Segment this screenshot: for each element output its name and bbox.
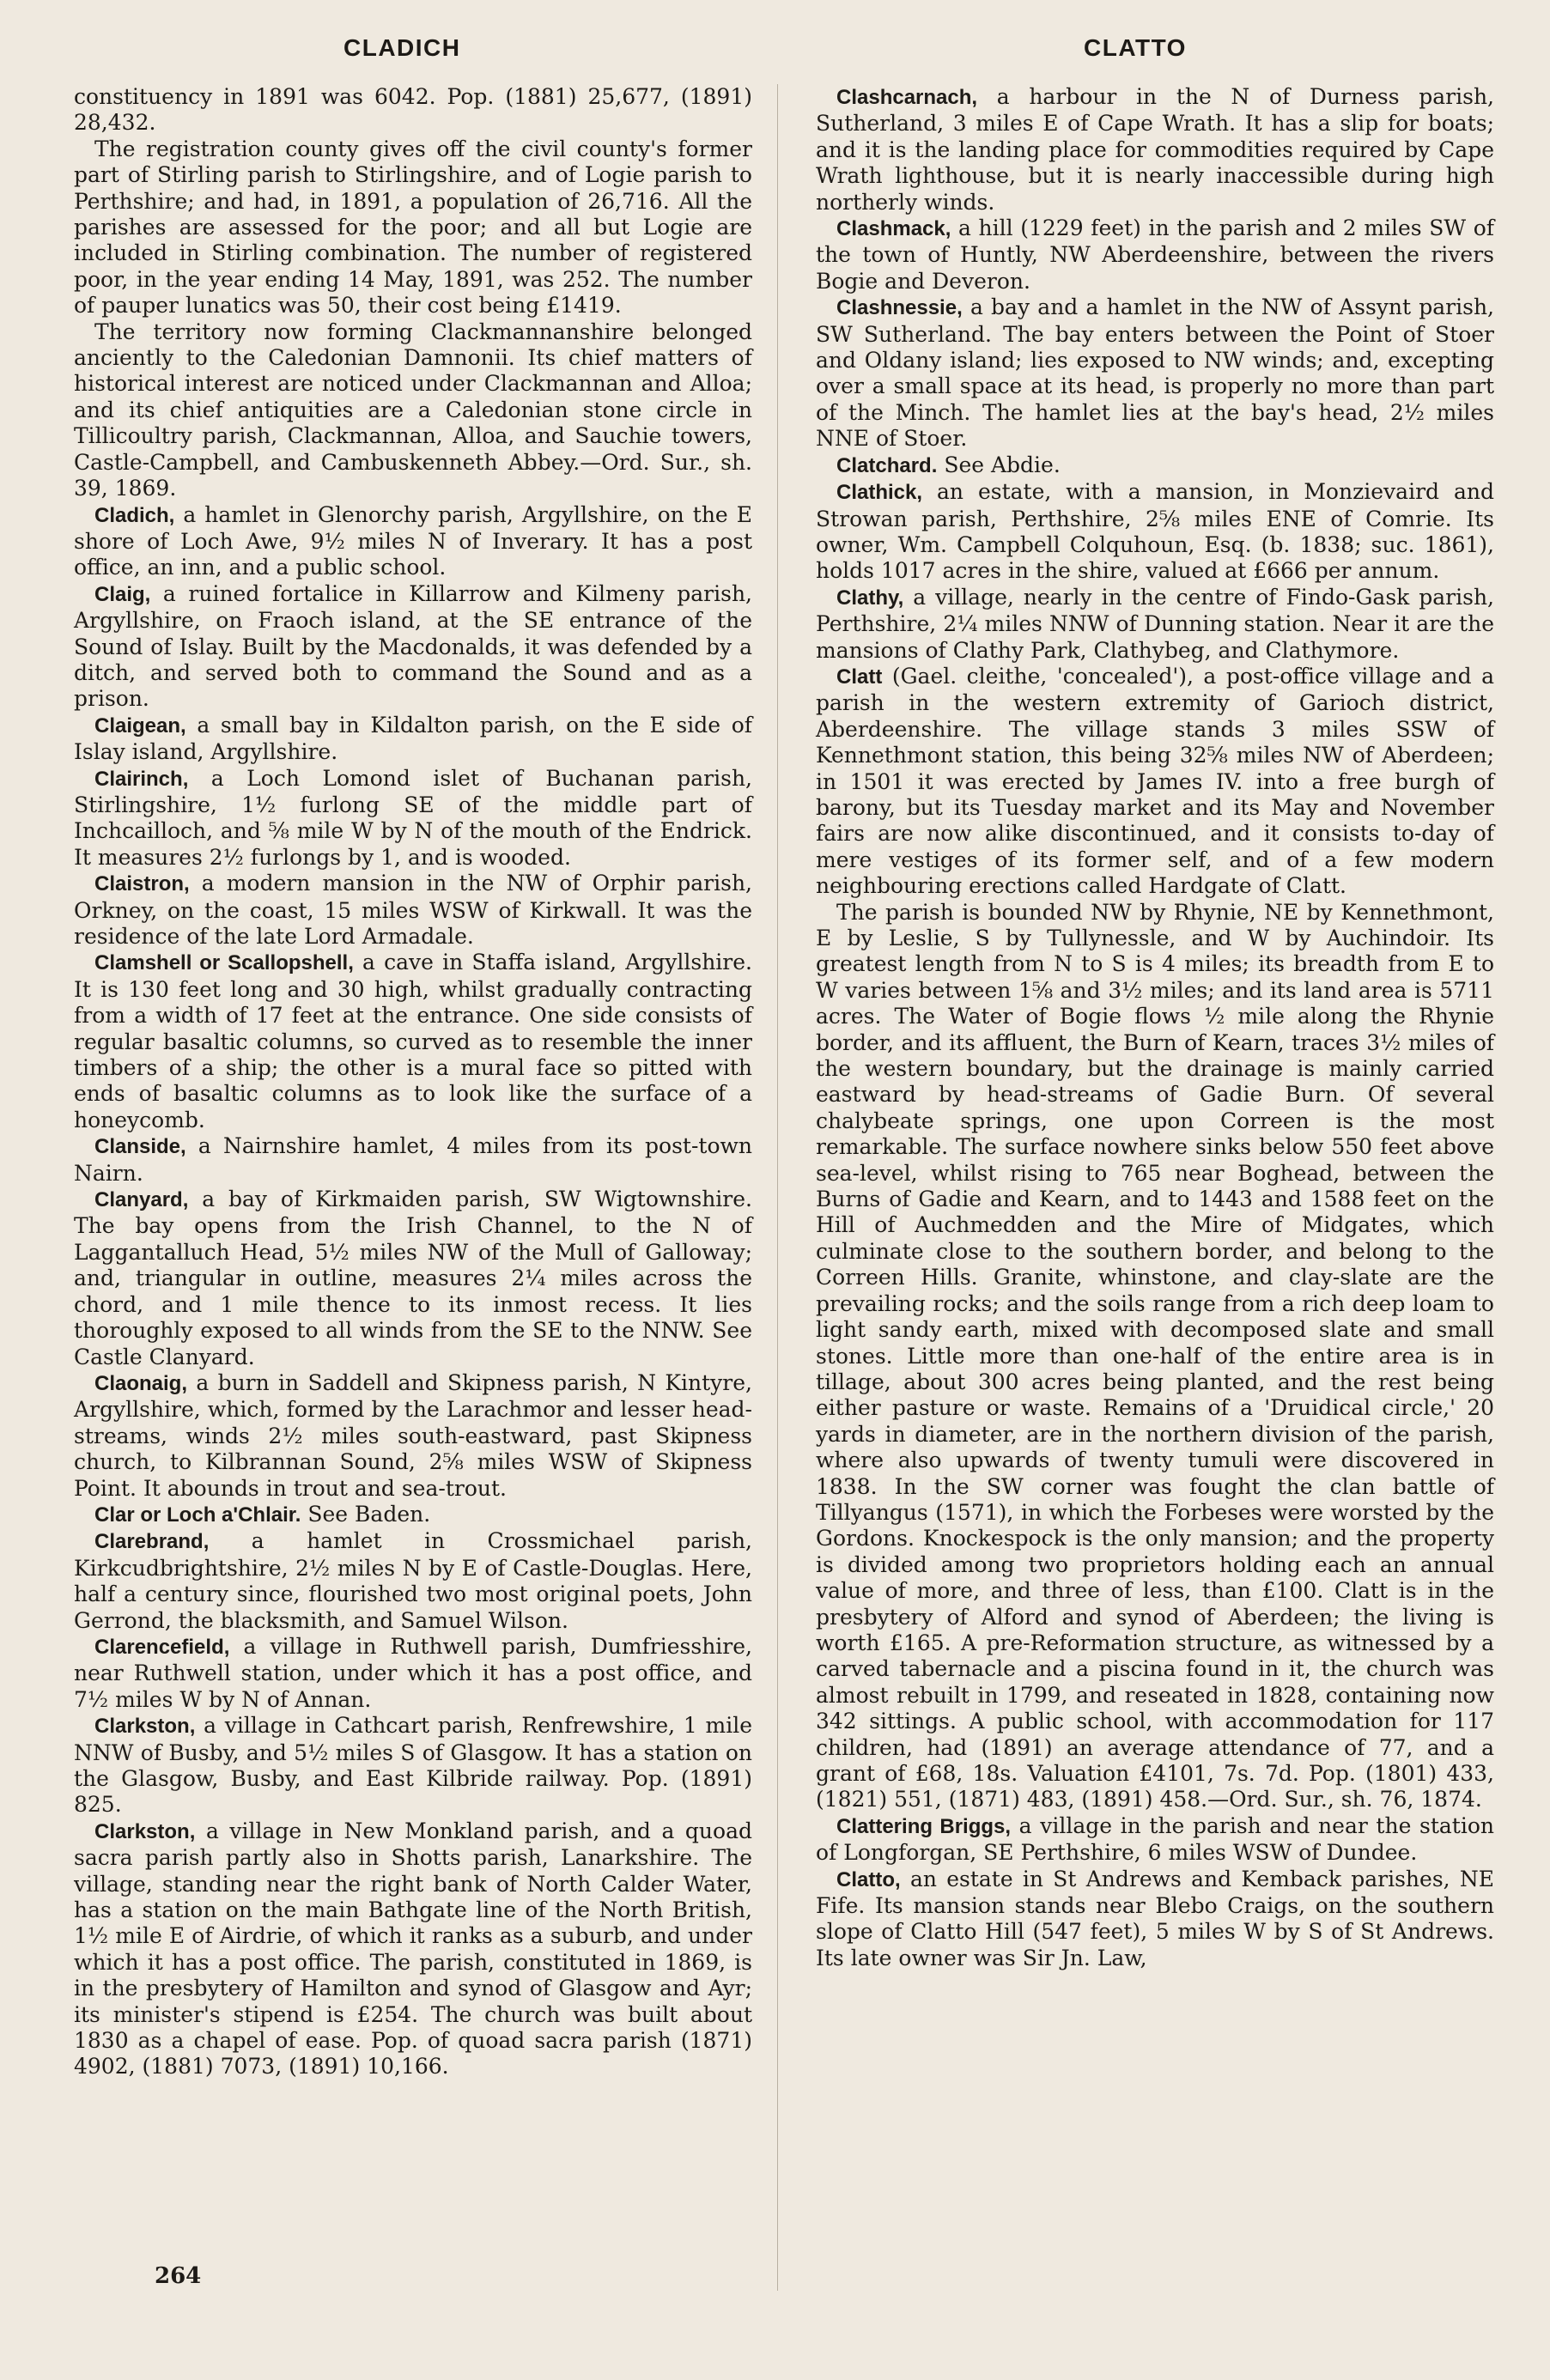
gazetteer-entry bbox=[816, 585, 1494, 664]
entry-headword: Clashnessie, bbox=[836, 296, 963, 320]
entry-headword: Clanside, bbox=[94, 1135, 186, 1159]
entry-headword: Clatt bbox=[836, 665, 883, 689]
entry-headword: Clatto, bbox=[836, 1867, 901, 1891]
gazetteer-entry bbox=[816, 1813, 1494, 1867]
entry-text: an estate, with a mansion, in Monzievaird and Strowan parish, Perthshire, 2⅝ miles ENE of Comrie. Its owner, Wm. Campbell Colquhoun, Esq. (b. 1838; suc. 1861), holds 1017 acres in the shire, valued at £666 per annum. bbox=[816, 479, 1494, 584]
gazetteer-entry bbox=[74, 1370, 752, 1502]
entry-text: (Gael. cleithe, 'concealed'), a post-office village and a parish in the western extremity of Garioch district, Aberdeenshire. The village stands 3 miles SSW of Kennethmont station, this being 32⅝ miles NW of Aberdeen; in 1501 it was erected by James IV. into a free burgh of barony, but its Tuesday market and its May and November fairs are now alike discontinued, and it consists to-day of mere vestiges of its former self, and of a few modern neighbouring erections called Hardgate of Clatt. bbox=[816, 663, 1494, 899]
entry-text: a Loch Lomond islet of Buchanan parish, Stirlingshire, 1½ furlong SE of the middle part of Inchcailloch, and ⅝ mile W by N of the mouth of the Endrick. It measures 2½ furlongs by 1, and is wooded. bbox=[74, 765, 752, 870]
entry-headword: Clatchard. bbox=[836, 453, 938, 477]
right-column bbox=[816, 84, 1494, 1971]
entry-headword: Clarkston, bbox=[94, 1819, 196, 1843]
entry-headword: Clarebrand, bbox=[94, 1530, 210, 1554]
entry-headword: Clashmack, bbox=[836, 217, 951, 241]
page-number: 264 bbox=[155, 2263, 202, 2289]
gazetteer-entry bbox=[74, 1502, 752, 1528]
entry-text: See Abdie. bbox=[937, 452, 1061, 477]
entry-text: a hill (1229 feet) in the parish and 2 miles SW of the town of Huntly, NW Aberdeenshire, between the rivers Bogie and Deveron. bbox=[816, 216, 1494, 294]
entry-headword: Clashcarnach, bbox=[836, 86, 978, 109]
entry-headword: Claonaig, bbox=[94, 1371, 188, 1395]
entry-text: a modern mansion in the NW of Orphir parish, Orkney, on the coast, 15 miles WSW of Kirkwall. It was the residence of the late Lord Armadale. bbox=[74, 871, 752, 949]
entry-text: a hamlet in Crossmichael parish, Kirkcudbrightshire, 2½ miles N by E of Castle-Douglas. Here, half a century since, flourished two most original poets, John Gerrond, the blacksmith, and Samuel Wilson. bbox=[74, 1528, 752, 1633]
gazetteer-entry bbox=[74, 1187, 752, 1370]
entry-headword: Clathy, bbox=[836, 586, 904, 610]
entry-headword: Clarkston, bbox=[94, 1715, 196, 1739]
gazetteer-entry bbox=[74, 1133, 752, 1187]
entry-headword: Clattering Briggs, bbox=[836, 1814, 1012, 1838]
gazetteer-entry bbox=[74, 713, 752, 766]
gazetteer-entry bbox=[74, 871, 752, 950]
entry-text: a Nairnshire hamlet, 4 miles from its post-town Nairn. bbox=[74, 1133, 752, 1186]
entry-headword: Clanyard, bbox=[94, 1188, 189, 1212]
column-divider bbox=[777, 84, 778, 2291]
gazetteer-entry bbox=[816, 294, 1494, 452]
left-column bbox=[74, 84, 752, 2080]
entry-text: a village in the parish and near the station of Longforgan, SE Perthshire, 6 miles WSW of Dundee. bbox=[816, 1812, 1494, 1866]
entry-headword: Clamshell or Scallopshell, bbox=[94, 951, 354, 975]
gazetteer-entry bbox=[816, 84, 1494, 216]
gazetteer-entry bbox=[816, 479, 1494, 585]
entry-headword: Clairinch, bbox=[94, 767, 189, 791]
entry-text: a small bay in Kildalton parish, on the E side of Islay island, Argyllshire. bbox=[74, 712, 752, 765]
entry-text: a village in Cathcart parish, Renfrewshire, 1 mile NNW of Busby, and 5½ miles S of Glasgow. It has a station on the Glasgow, Busby, and East Kilbride railway. Pop. (1891) 825. bbox=[74, 1713, 752, 1818]
entry-headword: Clarencefield, bbox=[94, 1635, 230, 1659]
gazetteer-entry bbox=[74, 950, 752, 1133]
paragraph: The registration county gives off the civil county's former part of Stirling parish to Stirlingshire, and of Logie parish to Perthshire; and had, in 1891, a population of 26,716. All the parishes are assessed for the poor; and all but Logie are included in Stirling combination. The number of registered poor, in the year ending 14 May, 1891, was 252. The number of pauper lunatics was 50, their cost being £1419. bbox=[74, 136, 752, 319]
running-head-right: CLATTO bbox=[1084, 34, 1187, 61]
entry-text: a cave in Staffa island, Argyllshire. It is 130 feet long and 30 high, whilst gradually contracting from a width of 17 feet at the entrance. One side consists of regular basaltic columns, so curved as to resemble the inner timbers of a ship; the other is a mural face so pitted with ends of basaltic columns as to look like the surface of a honeycomb. bbox=[74, 950, 752, 1132]
entry-headword: Claistron, bbox=[94, 872, 190, 896]
entry-headword: Clar or Loch a'Chlair. bbox=[94, 1503, 301, 1527]
entry-headword: Claigean, bbox=[94, 713, 186, 738]
entry-text: a harbour in the N of Durness parish, Sutherland, 3 miles E of Cape Wrath. It has a slip for boats; and it is the landing place for commodities required by Cape Wrath lighthouse, but it is nearly inaccessible during high northerly winds. bbox=[816, 84, 1494, 215]
gazetteer-entry bbox=[74, 1818, 752, 2080]
entry-text: See Baden. bbox=[301, 1501, 431, 1527]
gazetteer-entry bbox=[74, 502, 752, 581]
gazetteer-entry bbox=[74, 581, 752, 713]
gazetteer-entry bbox=[74, 766, 752, 871]
entry-text: a village in Ruthwell parish, Dumfriesshire, near Ruthwell station, under which it has a post office, and 7½ miles W by N of Annan. bbox=[74, 1633, 752, 1712]
gazetteer-entry bbox=[74, 1634, 752, 1713]
entry-text: a hamlet in Glenorchy parish, Argyllshire, on the E shore of Loch Awe, 9½ miles N of Inverary. It has a post office, an inn, and a public school. bbox=[74, 501, 752, 580]
paragraph: The parish is bounded NW by Rhynie, NE by Kennethmont, E by Leslie, S by Tullynessle, and W by Auchindoir. Its greatest length from N to S is 4 miles; its breadth from E to W varies between 1⅝ and 3½ miles; and its land area is 5711 acres. The Water of Bogie flows ½ mile along the Rhynie border, and its affluent, the Burn of Kearn, traces 3½ miles of the western boundary, but the drainage is mainly carried eastward by head-streams of Gadie Burn. Of several chalybeate springs, one upon Correen is the most remarkable. The surface nowhere sinks below 550 feet above sea-level, whilst rising to 765 near Boghead, between the Burns of Gadie and Kearn, and to 1443 and 1588 feet on the Hill of Auchmedden and the Mire of Midgates, which culminate close to the southern border, and belong to the Correen Hills. Granite, whinstone, and clay-slate are the prevailing rocks; and the soils range from a rich deep loam to light sandy earth, mixed with decomposed slate and small stones. Little more than one-half of the entire area is in tillage, about 300 acres being planted, and the rest being either pasture or waste. Remains of a 'Druidical circle,' 20 yards in diameter, are in the northern division of the parish, where also upwards of twenty tumuli were discovered in 1838. In the SW corner was fought the clan battle of Tillyangus (1571), in which the Forbeses were worsted by the Gordons. Knockespock is the only mansion; and the property is divided among two proprietors holding each an annual value of more, and three of less, than £100. Clatt is in the presbytery of Alford and synod of Aberdeen; the living is worth £165. A pre-Reformation structure, as witnessed by a carved tabernacle and a piscina found in it, the church was almost rebuilt in 1799, and reseated in 1828, containing now 342 sittings. A public school, with accommodation for 117 children, had (1891) an average attendance of 77, and a grant of £68, 18s. Valuation £4101, 7s. 7d. Pop. (1801) 433, (1821) 551, (1871) 483, (1891) 458.—Ord. Sur., sh. 76, 1874. bbox=[816, 899, 1494, 1812]
entry-text: a burn in Saddell and Skipness parish, N Kintyre, Argyllshire, which, formed by the Larachmor and lesser head-streams, winds 2½ miles south-eastward, past Skipness church, to Kilbrannan Sound, 2⅝ miles WSW of Skipness Point. It abounds in trout and sea-trout. bbox=[74, 1369, 752, 1501]
entry-headword: Claig, bbox=[94, 582, 151, 606]
gazetteer-entry bbox=[816, 664, 1494, 900]
entry-headword: Clathick, bbox=[836, 481, 923, 505]
entry-text: a village in New Monkland parish, and a quoad sacra parish partly also in Shotts parish, Lanarkshire. The village, standing near the right bank of North Calder Water, has a station on the main Bathgate line of the North British, 1½ mile E of Airdrie, of which it ranks as a suburb, and under which it has a post office. The parish, constituted in 1869, is in the presbytery of Hamilton and synod of Glasgow and Ayr; its minister's stipend is £254. The church was built about 1830 as a chapel of ease. Pop. of quoad sacra parish (1871) 4902, (1881) 7073, (1891) 10,166. bbox=[74, 1818, 752, 2079]
gazetteer-entry bbox=[74, 1528, 752, 1634]
entry-text: a bay and a hamlet in the NW of Assynt parish, SW Sutherland. The bay enters between the Point of Stoer and Oldany island; lies exposed to NW winds; and, excepting over a small space at its head, is properly no more than part of the Minch. The hamlet lies at the bay's head, 2½ miles NNE of Stoer. bbox=[816, 294, 1494, 452]
continued-paragraph: constituency in 1891 was 6042. Pop. (1881) 25,677, (1891) 28,432. bbox=[74, 84, 752, 136]
paragraph: The territory now forming Clackmannanshire belonged anciently to the Caledonian Damnonii. Its chief matters of historical interest are noticed under Clackmannan and Alloa; and its chief antiquities are a Caledonian stone circle in Tillicoultry parish, Clackmannan, Alloa, and Sauchie towers, Castle-Campbell, and Cambuskenneth Abbey.—Ord. Sur., sh. 39, 1869. bbox=[74, 319, 752, 501]
entry-text: a ruined fortalice in Killarrow and Kilmeny parish, Argyllshire, on Fraoch island, at the SE entrance of the Sound of Islay. Built by the Macdonalds, it was defended by a ditch, and served both to command the Sound and as a prison. bbox=[74, 580, 752, 712]
gazetteer-entry bbox=[816, 452, 1494, 479]
entry-text: a bay of Kirkmaiden parish, SW Wigtownshire. The bay opens from the Irish Channel, to the N of Laggantalluch Head, 5½ miles NW of the Mull of Galloway; and, triangular in outline, measures 2¼ miles across the chord, and 1 mile thence to its inmost recess. It lies thoroughly exposed to all winds from the SE to the NNW. See Castle Clanyard. bbox=[74, 1187, 752, 1369]
gazetteer-entry bbox=[816, 216, 1494, 294]
entry-headword: Cladich, bbox=[94, 503, 175, 527]
gazetteer-entry bbox=[74, 1713, 752, 1818]
entry-text: a village, nearly in the centre of Findo-Gask parish, Perthshire, 2¼ miles NNW of Dunning station. Near it are the mansions of Clathy Park, Clathybeg, and Clathymore. bbox=[816, 584, 1494, 663]
entry-text: an estate in St Andrews and Kemback parishes, NE Fife. Its mansion stands near Blebo Craigs, on the southern slope of Clatto Hill (547 feet), 5 miles W by S of St Andrews. Its late owner was Sir Jn. Law, bbox=[816, 1866, 1494, 1970]
running-head-left: CLADICH bbox=[343, 34, 461, 61]
gazetteer-entry bbox=[816, 1867, 1494, 1972]
